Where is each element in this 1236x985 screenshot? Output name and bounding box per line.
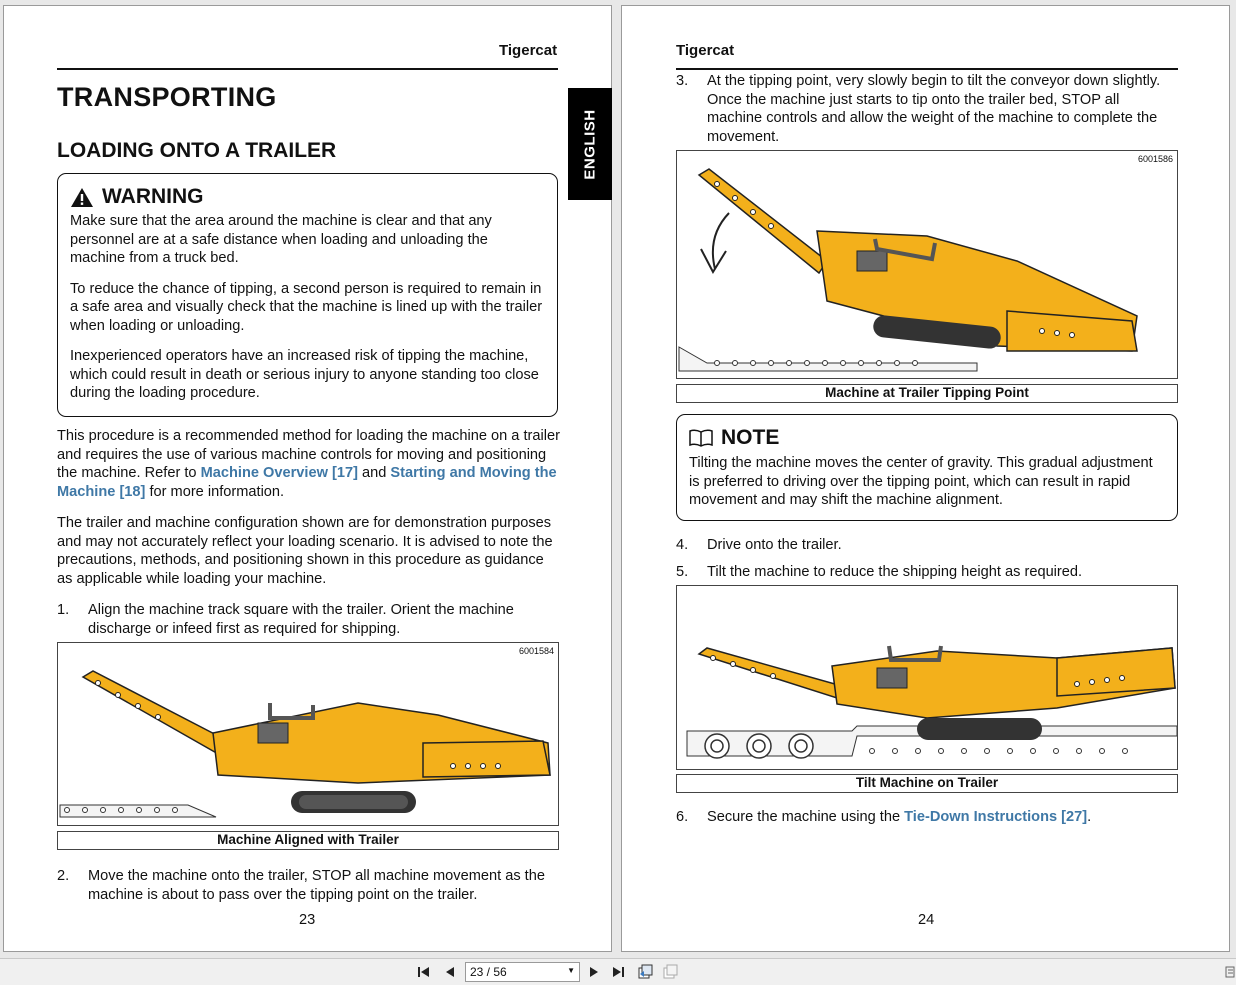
first-page-icon	[417, 965, 431, 979]
step-3	[676, 72, 1178, 146]
next-page-icon	[587, 965, 601, 979]
tipping-point-illustration	[677, 151, 1178, 379]
intro-paragraph	[57, 427, 560, 501]
step-number: 5.	[676, 564, 689, 580]
book-icon	[689, 429, 713, 447]
step-4	[676, 536, 1178, 555]
page-indicator: 23 / 56	[470, 965, 507, 979]
machine-overview-link[interactable]: Machine Overview [17]	[200, 465, 358, 481]
machine-aligned-illustration	[58, 643, 559, 826]
step-number: 6.	[676, 809, 689, 825]
page-layout-button[interactable]	[660, 963, 680, 981]
step-text: Align the machine track square with the trailer. Orient the machine discharge or infeed first as required for shipping.	[88, 602, 514, 637]
starting-moving-link[interactable]: Starting and Moving the Machine [18]	[57, 465, 557, 500]
panel-toggle-icon	[1225, 965, 1235, 979]
brand-header: Tigercat	[676, 42, 735, 59]
header-rule	[57, 68, 558, 70]
tie-down-link[interactable]: Tie-Down Instructions [27]	[904, 809, 1088, 825]
step-text	[707, 808, 1091, 827]
note-title: NOTE	[721, 426, 780, 449]
step-5	[676, 563, 1178, 582]
brand-header: Tigercat	[499, 42, 558, 59]
warning-heading	[70, 185, 545, 209]
note-heading	[689, 426, 1165, 450]
warning-paragraph-1: Make sure that the area around the machine is clear and that any personnel are at a safe distance when loading and unloading the machine from a truck bed.	[70, 213, 492, 266]
section-title: TRANSPORTING	[57, 82, 277, 112]
figure-tilt-machine	[676, 585, 1178, 770]
step-text: At the tipping point, very slowly begin to tilt the conveyor down slightly. Once the machine just starts to tip onto the trailer bed, STOP all machine controls and allow the weight of the machine to complete the movement.	[707, 73, 1161, 145]
figure-tipping-point	[676, 150, 1178, 379]
last-page-button[interactable]	[609, 963, 627, 981]
caption-tilt-machine: Tilt Machine on Trailer	[676, 774, 1178, 793]
step-1	[57, 601, 560, 638]
page-view-icon	[637, 964, 653, 980]
step-6-text: Secure the machine using the	[707, 809, 905, 825]
figure-id: 6001584	[518, 646, 554, 656]
note-box	[676, 414, 1178, 521]
step-6-period: .	[1087, 809, 1092, 825]
language-tab-label: ENGLISH	[581, 108, 599, 180]
figure-machine-aligned	[57, 642, 559, 826]
intro-text-1: This procedure is a recommended method for loading the machine on a trailer and requires the use of various machine controls for moving and positioning the machine. Refer to	[57, 428, 560, 481]
step-text: Move the machine onto the trailer, STOP all machine movement as the machine is about to pass over the tipping point on the trailer.	[88, 868, 545, 903]
step-2	[57, 867, 560, 904]
page-number-field[interactable]	[465, 962, 580, 982]
caption-machine-aligned: Machine Aligned with Trailer	[57, 831, 559, 850]
page-23	[3, 5, 612, 952]
step-text: Drive onto the trailer.	[707, 537, 842, 553]
figure-id: 6001586	[1137, 154, 1173, 164]
step-number: 3.	[676, 73, 689, 89]
configuration-paragraph: The trailer and machine configuration shown are for demonstration purposes and may not accurately reflect your loading scenario. It is advised to note the precautions, methods, and positioning shown in this procedure as guidance as applicable while loading your machine.	[57, 515, 553, 587]
warning-box	[57, 173, 558, 417]
page-24	[621, 5, 1230, 952]
previous-page-button[interactable]	[441, 963, 459, 981]
warning-title: WARNING	[102, 185, 204, 208]
tilt-machine-illustration	[677, 586, 1178, 770]
intro-text-3: for more information.	[145, 483, 285, 500]
previous-page-icon	[443, 965, 457, 979]
intro-text-2: and	[357, 465, 391, 481]
step-number: 1.	[57, 602, 70, 618]
page-dropdown-icon[interactable]: ▼	[567, 966, 575, 975]
step-number: 2.	[57, 868, 70, 884]
viewer-toolbar	[0, 958, 1236, 985]
warning-paragraph-3: Inexperienced operators have an increased risk of tipping the machine, which could result in death or serious injury to anyone standing too close during the loading procedure.	[70, 348, 539, 401]
page-layout-icon	[662, 964, 678, 980]
step-text: Tilt the machine to reduce the shipping height as required.	[707, 564, 1083, 580]
panel-toggle-button[interactable]	[1224, 963, 1236, 981]
warning-paragraph-2: To reduce the chance of tipping, a second person is required to remain in a safe area and visually check that the machine is lined up with the trailer when loading or unloading.	[70, 280, 543, 334]
first-page-button[interactable]	[415, 963, 433, 981]
header-rule	[676, 68, 1178, 70]
warning-triangle-icon	[70, 187, 94, 208]
language-tab	[568, 88, 612, 200]
next-page-button[interactable]	[585, 963, 603, 981]
page-view-button[interactable]	[635, 963, 655, 981]
page-number-23: 23	[299, 912, 316, 928]
section-subtitle: LOADING ONTO A TRAILER	[57, 139, 337, 162]
caption-tipping-point: Machine at Trailer Tipping Point	[676, 384, 1178, 403]
step-number: 4.	[676, 537, 689, 553]
step-6	[676, 808, 1178, 827]
note-text: Tilting the machine moves the center of gravity. This gradual adjustment is preferred to driving over the tipping point, which can result in rapid movement and may shift the machine alignment.	[689, 455, 1153, 508]
last-page-icon	[611, 965, 625, 979]
page-number-24: 24	[918, 912, 935, 928]
